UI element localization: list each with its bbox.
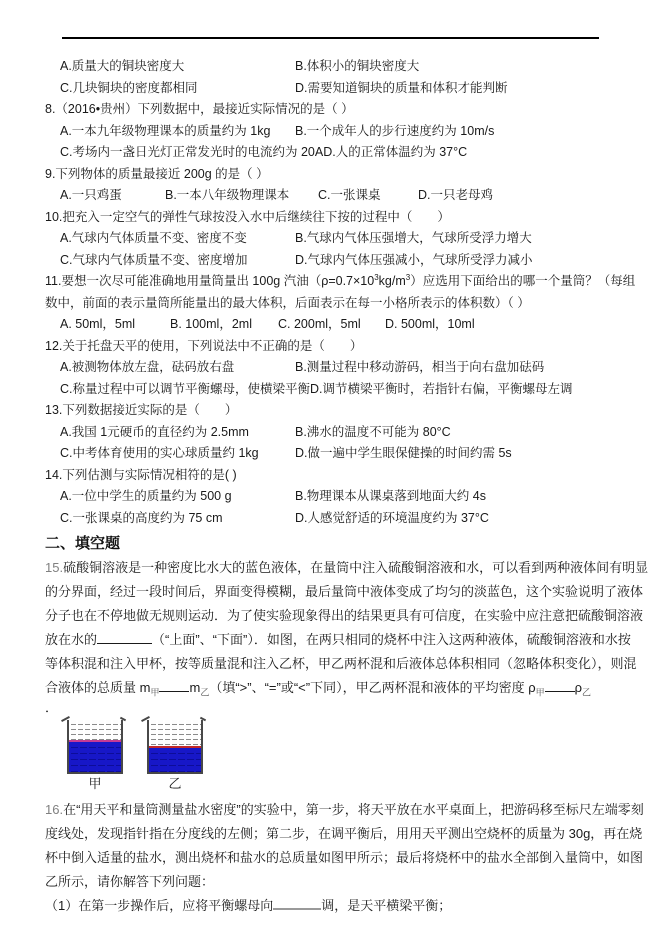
beaker-jia-group [67,720,123,794]
exponent: 3 [374,272,379,282]
fill-in-blank [97,631,152,644]
question-7-option-row-ab [45,56,621,78]
option-d: D. 500ml，10ml [385,317,475,331]
water-layer [69,720,121,740]
paragraph-text: （“上面”、“下面”）．如图，在两只相同的烧杯中注入这两种液体，硫酸铜溶液和水按 [152,632,631,647]
option-b: B.一个成年人的步行速度约为 10m/s [295,123,495,138]
question-13-option-row-ab [45,422,621,444]
paragraph-text: 硫酸铜溶液是一种密度比水大的蓝色液体，在量筒中注入硫酸铜溶液和水，可以看到两种液体间有明显 [63,560,649,575]
beaker-label-yi: 乙 [168,776,182,791]
option-d: D.人的正常体温约为 37°C [323,145,468,159]
question-15-line-5: 等体积混和注入甲杯，按等质量混和注入乙杯，甲乙两杯混和后液体总体积相同（忽略体积变化），则混 [45,656,637,671]
beaker-figure-row [67,720,621,794]
option-d: D.做一遍中学生眼保健操的时间约需 5s [295,446,512,460]
option-d: D.需要知道铜块的质量和体积才能判断 [295,80,508,95]
document-body [0,39,661,918]
option-a: A.气球内气体质量不变、密度不变 [60,231,247,245]
question-12-stem: 12.关于托盘天平的使用，下列说法中不正确的是（ ） [45,338,363,353]
option-c: C. 200ml，5ml [278,317,361,331]
option-a: A.被测物体放左盘，砝码放右盘 [60,360,235,374]
question-8-option-row-cd [45,142,621,164]
fill-in-blank [273,896,321,910]
question-15-line-1 [45,556,649,580]
beaker-label-jia: 甲 [88,776,102,791]
paragraph-text: 放在水的 [45,632,98,647]
question-16-line-1 [45,798,644,822]
paragraph-text: 合液体的总质量 m [45,680,151,695]
paragraph-text: （填“>”、“=”或“<”下同），甲乙两杯混和液体的平均密度 ρ [209,680,536,695]
stem-text: kg/m [378,274,406,288]
option-c: C.气球内气体质量不变、密度增加 [60,252,248,267]
question-8-option-row-ab [45,121,621,143]
option-a: A.一本九年级物理课本的质量约为 1kg [60,123,271,138]
question-10-stem: 10.把充入一定空气的弹性气球按没入水中后继续往下按的过程中（ ） [45,209,450,224]
paragraph-text: m [189,680,201,695]
option-a: A.我国 1元硬币的直径约为 2.5mm [60,424,249,439]
subscript-yi: 乙 [200,687,210,698]
subscript-yi: 乙 [582,687,592,698]
option-b: B.测量过程中移动游码，相当于向右盘加砝码 [295,360,545,374]
question-8-stem: 8.（2016•贵州）下列数据中，最接近实际情况的是（ ） [45,102,354,116]
question-16-line-2: 度线处，发现指针指在分度线的左侧；第二步，在调平衡后，用用天平测出空烧杯的质量为 30g，再在烧 [45,826,643,841]
subscript-jia: 甲 [150,687,160,698]
option-d: D.一只老母鸡 [418,188,494,202]
option-c: C.一张课桌的高度约为 75 cm [60,510,223,525]
option-d: D.人感觉舒适的环境温度约为 37°C [295,510,489,525]
question-16-subitem-1 [45,894,621,918]
question-7-option-row-cd [45,78,621,100]
beaker-jia [67,720,123,774]
question-14-option-row-cd [45,508,621,530]
option-a: A.一位中学生的质量约为 500 g [60,489,232,503]
option-d: D.气球内气体压强减小，气球所受浮力减小 [295,252,533,267]
fill-in-blank [159,679,189,692]
paragraph-text: 在“用天平和量筒测量盐水密度”的实验中，第一步，将天平放在水平桌面上，把游码移至标尺左端零刻 [63,802,644,817]
question-11-stem-line-1 [45,271,636,293]
subscript-jia: 甲 [535,687,545,698]
question-9-option-row [45,185,621,207]
option-b: B. 100ml，2ml [170,317,252,331]
stem-text: ）应选用下面给出的哪一个量筒？（每组 [410,274,636,288]
option-d: D.调节横梁平衡时，若指针右偏，平衡螺母左调 [310,381,573,396]
beaker-yi-group [147,720,203,794]
question-15-line-2: 的分界面，经过一段时间后，界面变得模糊，最后量筒中液体变成了均匀的淡蓝色，这个实验说明了液体 [45,584,644,599]
question-15-line-6 [45,676,621,700]
option-a: A.质量大的铜块密度大 [60,59,185,73]
copper-sulfate-layer [149,748,201,772]
paragraph-text: 调，是天平横梁平衡； [321,898,452,913]
option-c: C.一张课桌 [318,188,381,202]
option-b: B.气球内气体压强增大，气球所受浮力增大 [295,231,532,245]
question-14-option-row-ab [45,486,621,508]
option-b: B.沸水的温度不可能为 80°C [295,424,451,439]
stem-text: 11.要想一次尽可能准确地用量筒量出 100g 汽油（ρ=0.7×10 [45,274,375,288]
paragraph-text: （1）在第一步操作后，应将平衡螺母向 [45,898,274,913]
option-a: A.一只鸡蛋 [60,188,122,202]
option-c: C.中考体育使用的实心球质量约 1kg [60,446,259,460]
question-12-option-row-cd [45,379,621,401]
question-number: 15. [45,560,64,575]
question-10-option-row-ab [45,228,621,250]
section-heading-fill-in-blanks: 二、填空题 [45,535,121,552]
question-12-option-row-ab [45,357,621,379]
question-13-option-row-cd [45,443,621,465]
beaker-yi [147,720,203,774]
copper-sulfate-layer [69,742,121,772]
fill-in-blank [545,679,575,692]
question-11-option-row [45,314,621,336]
question-11-stem-line-2: 数中，前面的表示量筒所能量出的最大体积，后面表示在每一小格所表示的体积数）（ ） [45,295,530,310]
option-b: B.体积小的铜块密度大 [295,59,420,73]
question-14-stem: 14.下列估测与实际情况相符的是( ) [45,467,237,482]
water-layer [149,720,201,746]
paragraph-text: ρ [574,680,583,695]
question-15-line-3: 分子也在不停地做无规则运动．为了使实验现象得出的结果更具有可信度，在实验中应注意把硫酸铜溶液 [45,608,644,623]
question-10-option-row-cd [45,250,621,272]
question-15-line-7: ． [45,700,59,715]
option-b: B.一本八年级物理课本 [165,188,290,202]
question-15-line-4 [45,628,631,652]
question-16 [45,798,644,918]
option-c: C.几块铜块的密度都相同 [60,80,198,95]
option-b: B.物理课本从课桌落到地面大约 4s [295,489,486,503]
question-16-line-3: 杯中倒入适量的盐水，测出烧杯和盐水的总质量如图甲所示；最后将烧杯中的盐水全部倒入量筒中，如图 [45,850,644,865]
option-c: C.称量过程中可以调节平衡螺母，使横梁平衡 [60,381,311,396]
question-number: 16. [45,802,64,817]
question-13-stem: 13.下列数据接近实际的是（ ） [45,403,238,417]
exponent: 3 [405,272,411,282]
question-15 [45,556,649,716]
option-c: C.考场内一盏日光灯正常发光时的电流约为 20A [60,145,324,159]
option-a: A. 50ml，5ml [60,317,136,331]
question-9-stem: 9.下列物体的质量最接近 200g 的是（ ） [45,166,269,181]
question-16-line-4: 乙所示，请你解答下列问题： [45,874,215,889]
beaker-figure [67,720,621,796]
